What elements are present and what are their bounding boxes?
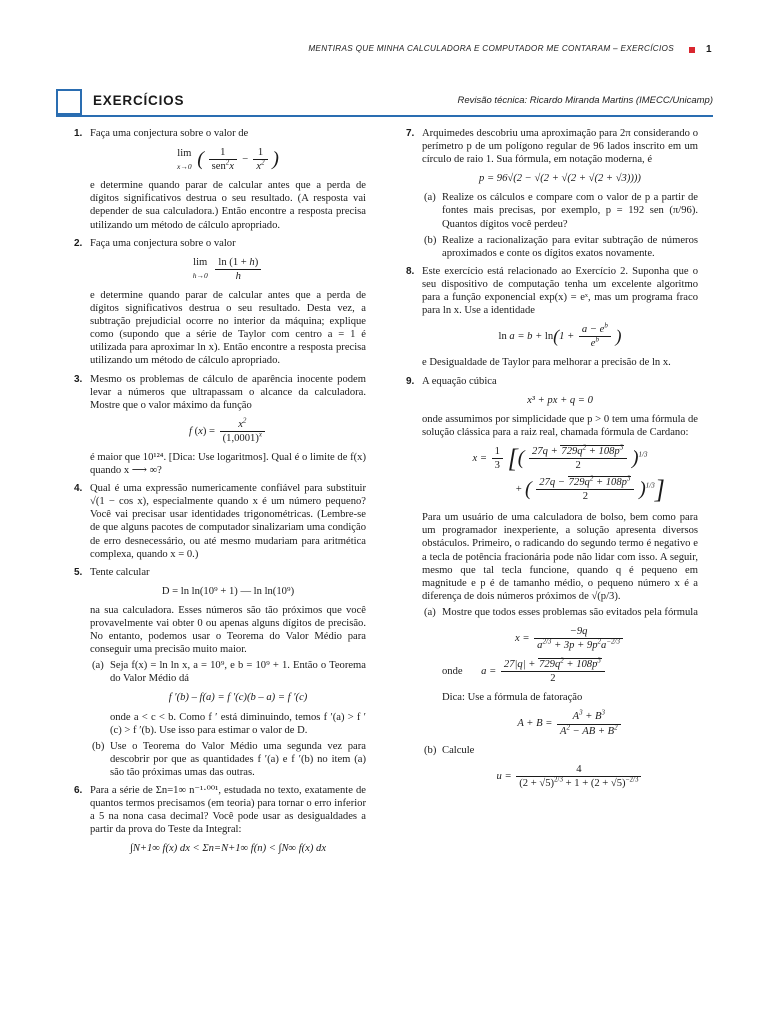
mvt-equation: f ′(b) – f(a) = f ′(c)(b – a) = f ′(c) xyxy=(168,692,308,704)
subitem-label: (a) xyxy=(424,606,436,618)
integral-inequality: ∫N+1∞ f(x) dx < Σn=N+1∞ f(n) < ∫N∞ f(x) dx xyxy=(129,843,327,855)
u-formula: u = $\frac{4}{(2 + √5)^{2/3} + 1 + (2 + √5)^{-2/3}}$ xyxy=(442,763,698,790)
exercise-9 xyxy=(406,375,698,790)
reviewer-credit: Revisão técnica: Ricardo Miranda Martins (IMECC/Unicamp) xyxy=(457,95,713,106)
exercise-5 xyxy=(74,566,366,779)
exercise-text-tail: é maior que 10¹²⁴. [Dica: Use logaritmos]. Qual é o limite de f(x) quando x ⟶ ∞? xyxy=(90,451,366,477)
exercise-number: 6. xyxy=(74,785,83,797)
archimedes-formula: p = 96√(2 − √(2 + √(2 + √(2 + √3)))) xyxy=(479,173,641,185)
log-identity: ln a = b + ln(1 + $\frac{a - e^b}{e^b}$ ) xyxy=(498,321,622,350)
subitem-a xyxy=(422,191,698,230)
exercise-text: Faça uma conjectura sobre o valor de xyxy=(90,128,249,139)
exercise-number: 9. xyxy=(406,375,415,387)
subitem-text: Seja f(x) = ln ln x, a = 10⁹, e b = 10⁹ + 1. Então o Teorema do Valor Médio dá xyxy=(110,660,366,685)
section-title: EXERCÍCIOS xyxy=(93,93,185,108)
exercise-number: 1. xyxy=(74,128,83,139)
exercise-1 xyxy=(74,127,366,232)
exercise-7 xyxy=(406,127,698,260)
subitem-a xyxy=(422,606,698,738)
exercise-text: Qual é uma expressão numericamente confiável para substituir √(1 − cos x), especialmente quando x é um número pequeno? Você vai precisar usar identidades trigonométricas. (Lembre-se de que alguns pacotes de computador sinalizariam uma condição de erro desnecessário, ou até mesmo mudariam para aritmética complexa, quando x = 0.) xyxy=(90,483,366,560)
left-column xyxy=(74,127,366,862)
subitem-a xyxy=(90,659,366,736)
exercise-3 xyxy=(74,373,366,478)
subitem-label: (b) xyxy=(92,740,105,752)
onde-label: onde xyxy=(442,666,463,678)
subitem-text: Use o Teorema do Valor Médio uma segunda vez para descobrir por que as quantidades f ′(a) e f ′(b) no item (a) são tão próximas umas das outras. xyxy=(110,740,366,778)
subitem-text: Realize a racionalização para evitar subtração de números aproximados e conte os dígitos exatos novamente. xyxy=(442,234,698,259)
exercise-text-tail: e determine quando parar de calcular antes que a perda de dígitos significativos destrua o seu resultado. (A resposta vai depender de sua calculadora.) Então encontre a resposta precisa utilizando um método de cálculo apropriado. xyxy=(90,180,366,231)
exercise-6 xyxy=(74,784,366,855)
exercise-number: 3. xyxy=(74,373,83,385)
section-rule xyxy=(56,115,713,117)
exercise-number: 5. xyxy=(74,566,83,578)
exercise-text: Arquimedes descobriu uma aproximação para 2π considerando o perímetro p de um polígono regular de 96 lados inscrito em um círculo de raio 1. Sua fórmula, em notação moderna, é xyxy=(422,128,698,166)
exercise-text-tail: e Desigualdade de Taylor para melhorar a precisão de ln x. xyxy=(422,357,671,369)
exercise-text: Este exercício está relacionado ao Exercício 2. Suponha que o seu dispositivo de computação tenha um excelente algoritmo para a função exponencial exp(x) = eˣ, mas um programa fraco para ln x. Use a identidade xyxy=(422,265,698,317)
right-column xyxy=(406,127,698,796)
exercise-4 xyxy=(74,482,366,561)
subitem-b xyxy=(90,740,366,779)
exercise-number: 7. xyxy=(406,128,415,139)
subitem-b xyxy=(422,234,698,260)
running-header-title: MENTIRAS QUE MINHA CALCULADORA E COMPUTADOR ME CONTARAM – EXERCÍCIOS xyxy=(308,44,674,53)
red-square-marker xyxy=(689,47,695,53)
hint-text: Dica: Use a fórmula de fatoração xyxy=(442,692,583,704)
exercise-text: A equação cúbica xyxy=(422,375,497,387)
subitem-text: Realize os cálculos e compare com o valor de p a partir de fontes mais precisas, por exemplo, p = 192 sen (π/96). Quantos dígitos você perdeu? xyxy=(442,192,698,230)
cardano-formula: x = $\frac{1}{3}$ [( $\frac{27q + 729q^2 + 108p^3}{2}$ )$^{1/3}$ xyxy=(472,443,648,473)
section-box-icon xyxy=(56,89,82,115)
exercise-text-mid: na sua calculadora. Esses números são tão próximos que você provavelmente vai obter 0 ou apenas alguns dígitos de precisão. No entanto, podemos usar o Teorema do Valor Médio para conseguir uma precisão muito maior. xyxy=(90,604,366,656)
exercise-number: 4. xyxy=(74,483,83,495)
subitem-text: Calcule xyxy=(442,744,475,756)
subitem-label: (b) xyxy=(424,744,437,756)
exercise-text: Tente calcular xyxy=(90,566,150,578)
exercise-text: Mesmo os problemas de cálculo de aparência inocente podem levar a números que ultrapassam o alcance da calculadora. Mostre que o valor máximo da função xyxy=(90,373,366,411)
exercise-text-tail: e determine quando parar de calcular antes que a perda de dígitos significativos destrua o seu resultado. Desta vez, a subtração prejudicial ocorre no interior da máquina; explique como (supondo que a série de Taylor com centro a = 1 é utilizada para aproximar ln x). Então encontre a resposta precisa utilizando um método de cálculo apropriado. xyxy=(90,289,366,367)
limit-equation: lim x→0 ( $\frac{1}{sen^2x}$ − $\frac{1}{x^2}$ ) xyxy=(177,147,279,173)
section-header xyxy=(56,89,713,117)
subitem-text-tail: onde a < c < b. Como f ′ está diminuindo, temos f ′(a) > f ′(c) > f ′(b). Use isso para estimar o valor de D. xyxy=(110,711,366,736)
subitem-b xyxy=(422,744,698,790)
function-equation: f (x) = $\frac{x^2}{(1,0001)^x}$ xyxy=(90,418,366,445)
page-number: 1 xyxy=(706,44,712,55)
a-definition: onde a = $\frac{27|q| + 729q^2 + 108p^3}{2}$ xyxy=(442,658,698,685)
factoring-formula: A + B = $\frac{A^3 + B^3}{A^2 - AB + B^2}$ xyxy=(442,710,698,737)
exercise-number: 8. xyxy=(406,265,415,277)
subitem-label: (a) xyxy=(424,192,436,204)
subitem-label: (b) xyxy=(424,234,437,246)
limit-equation: lim h→0 $\frac{\ln (1 + h)}{h}$ xyxy=(90,256,366,283)
cubic-equation: x³ + px + q = 0 xyxy=(527,394,593,406)
exercise-number: 2. xyxy=(74,237,83,249)
exercise-text: Faça uma conjectura sobre o valor xyxy=(90,237,236,249)
d-equation: D = ln ln(10⁹ + 1) — ln ln(10⁹) xyxy=(161,585,295,597)
exercise-2 xyxy=(74,237,366,368)
exercise-text-mid: onde assumimos por simplicidade que p > 0 tem uma fórmula de solução clássica para a raiz real, chamada fórmula de Cardano: xyxy=(422,413,698,438)
exercise-paragraph: Para um usuário de uma calculadora de bolso, bem como para um programador inexperiente, a solução apresenta diversos obstáculos. Primeiro, o radicando do segundo termo é negativo e a tecla de potência fracionária pode não lidar com isso. A seguir, mesmo que tal tecla funcione, quando q é pequeno em magnitude e p é de tamanho médio, o pequeno número x é a diferença de dois números próximos de √(p/3). xyxy=(422,512,698,602)
subitem-label: (a) xyxy=(92,660,104,672)
x-formula: x = $\frac{-9q}{a^{2/3} + 3p + 9p^2a^{-2/3}}$ xyxy=(442,625,698,652)
exercise-text: Para a série de Σn=1∞ n⁻¹·⁰⁰¹, estudada no texto, exatamente de quantos termos precisamos (em teoria) para tornar o erro inferior a 5 na nona casa decimal? Você pode usar as desigualdades a partir da prova do Teste da Integral: xyxy=(90,785,366,836)
exercise-8 xyxy=(406,265,698,370)
running-header xyxy=(0,44,768,58)
subitem-text: Mostre que todos esses problemas são evitados pela fórmula xyxy=(442,606,698,618)
cardano-formula-line2: + ( $\frac{27q - 729q^2 + 108p^3}{2}$ )$^{1/3}$] xyxy=(515,474,665,505)
